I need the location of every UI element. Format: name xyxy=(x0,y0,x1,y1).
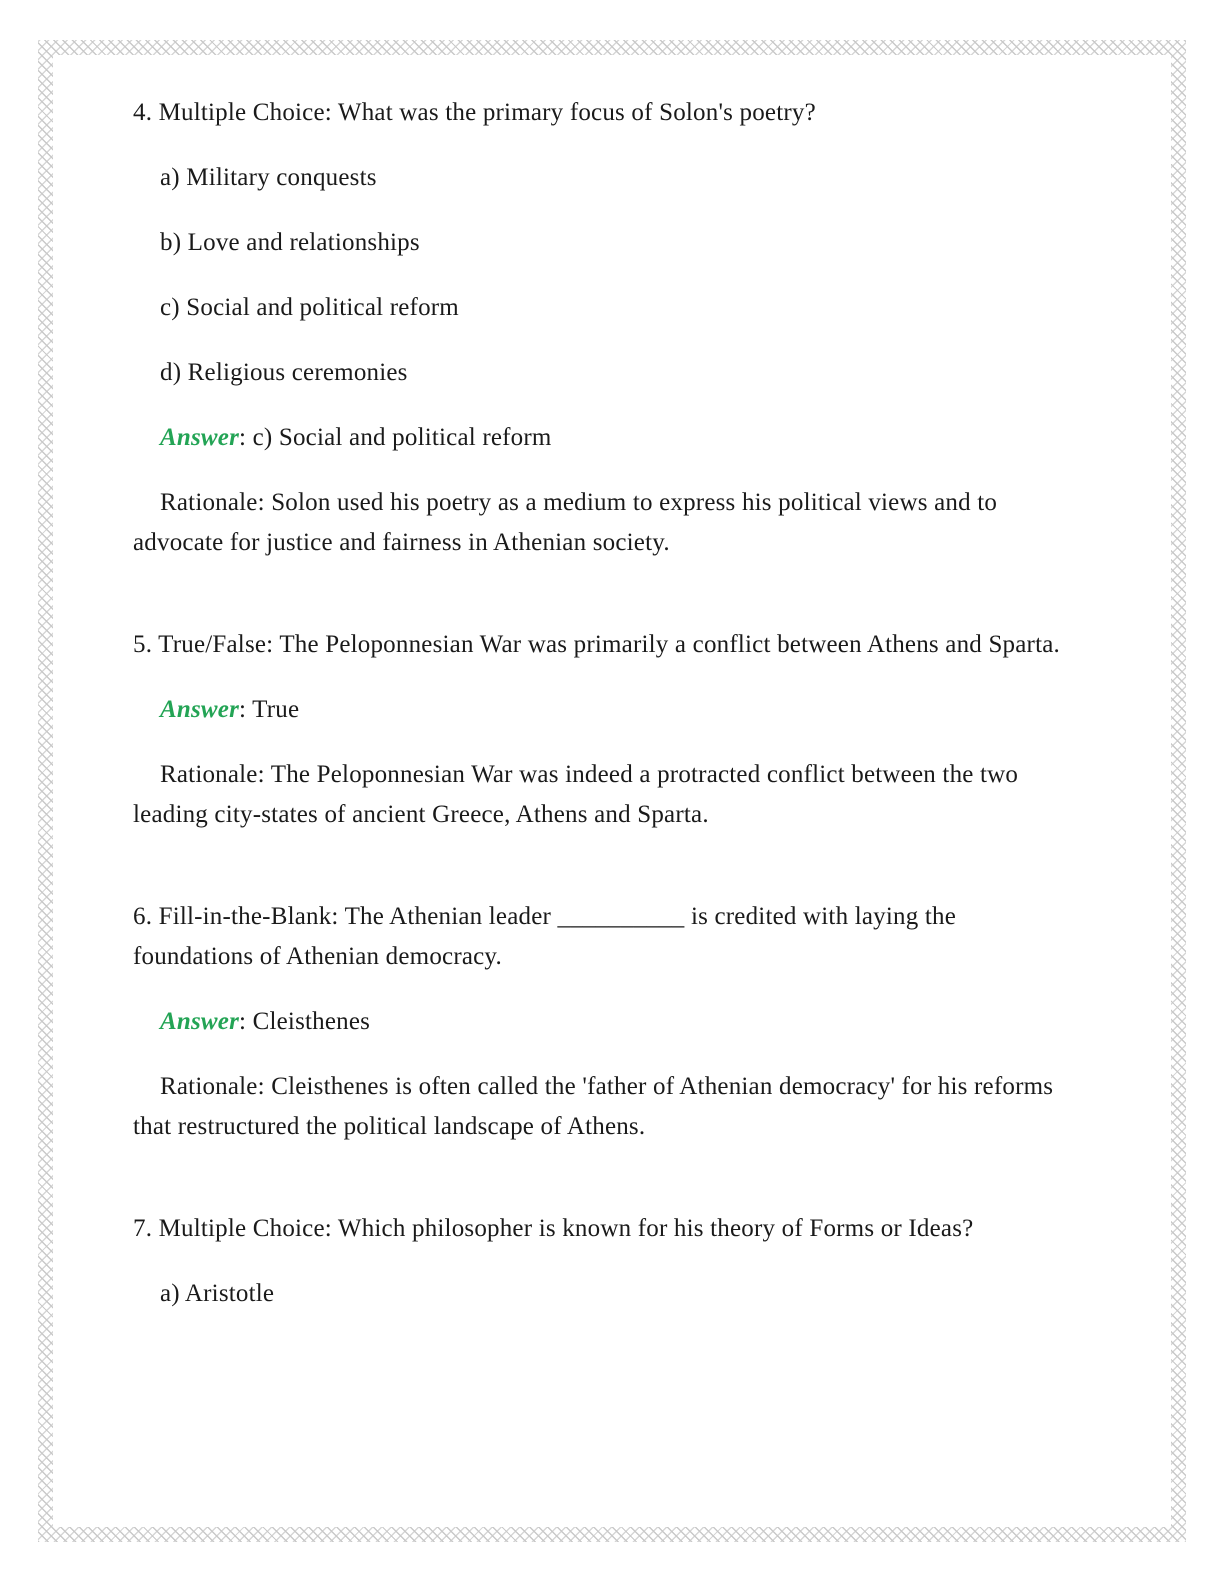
option-c: c) Social and political reform xyxy=(160,294,459,321)
rationale-text: Rationale: The Peloponnesian War was indeed a protracted conflict between the two leading city-states of ancient Greece, Athens and Sparta. xyxy=(133,761,1019,828)
rationale-text: Rationale: Solon used his poetry as a medium to express his political views and to advocate for justice and fairness in Athenian society. xyxy=(133,489,998,556)
answer-line xyxy=(133,690,1071,730)
answer-value: : Cleisthenes xyxy=(239,1008,371,1035)
question-block-6 xyxy=(133,897,1071,1147)
answer-value: : c) Social and political reform xyxy=(239,424,552,451)
question-block-5 xyxy=(133,625,1071,835)
answer-line xyxy=(133,1002,1071,1042)
answer-label: Answer xyxy=(160,424,240,451)
answer-label: Answer xyxy=(160,1008,240,1035)
rationale-text: Rationale: Cleisthenes is often called the 'father of Athenian democracy' for his reforms that restructured the political landscape of Athens. xyxy=(133,1073,1054,1140)
answer-value: : True xyxy=(239,696,300,723)
question-text: 5. True/False: The Peloponnesian War was primarily a conflict between Athens and Sparta. xyxy=(133,631,1060,658)
option-a: a) Military conquests xyxy=(160,164,377,191)
question-block-4 xyxy=(133,93,1071,563)
answer-label: Answer xyxy=(160,696,240,723)
option-b: b) Love and relationships xyxy=(160,229,420,256)
answer-line xyxy=(133,418,1071,458)
question-text: 4. Multiple Choice: What was the primary focus of Solon's poetry? xyxy=(133,99,816,126)
question-text: 6. Fill-in-the-Blank: The Athenian leader __________ is credited with laying the foundations of Athenian democracy. xyxy=(133,903,957,970)
option-d: d) Religious ceremonies xyxy=(160,359,408,386)
page-content xyxy=(53,55,1171,1527)
question-text: 7. Multiple Choice: Which philosopher is known for his theory of Forms or Ideas? xyxy=(133,1215,974,1242)
page-border xyxy=(38,40,1186,1542)
question-block-7 xyxy=(133,1209,1071,1314)
option-a: a) Aristotle xyxy=(160,1280,275,1307)
